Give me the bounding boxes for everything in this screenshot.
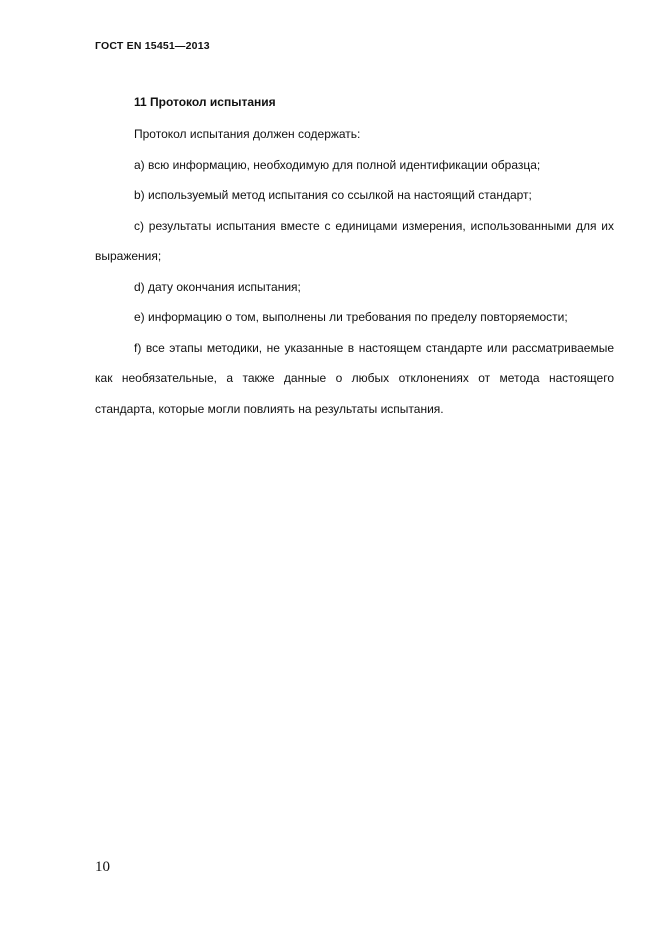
list-item-d: d) дату окончания испытания; bbox=[134, 279, 301, 294]
list-item-f: f) все этапы методики, не указанные в настоящем стандарте или рассматриваемые как необязательные, а также данные о любых отклонениях от метода настоящего стандарта, которые могли повлиять на результаты испытания. bbox=[95, 340, 614, 416]
page-number: 10 bbox=[95, 859, 110, 875]
section-body bbox=[95, 119, 614, 424]
list-item-e: е) информацию о том, выполнены ли требования по пределу повторяемости; bbox=[134, 310, 568, 324]
section-title: 11 Протокол испытания bbox=[134, 95, 276, 109]
list-item-a: а) всю информацию, необходимую для полной идентификации образца; bbox=[134, 157, 541, 172]
list-item-c: с) результаты испытания вместе с единицами измерения, использованными для их выражения; bbox=[95, 218, 614, 263]
intro-paragraph: Протокол испытания должен содержать: bbox=[134, 127, 361, 141]
list-item-b: b) используемый метод испытания со ссылкой на настоящий стандарт; bbox=[134, 188, 532, 202]
document-code-header: ГОСТ EN 15451—2013 bbox=[95, 40, 210, 52]
